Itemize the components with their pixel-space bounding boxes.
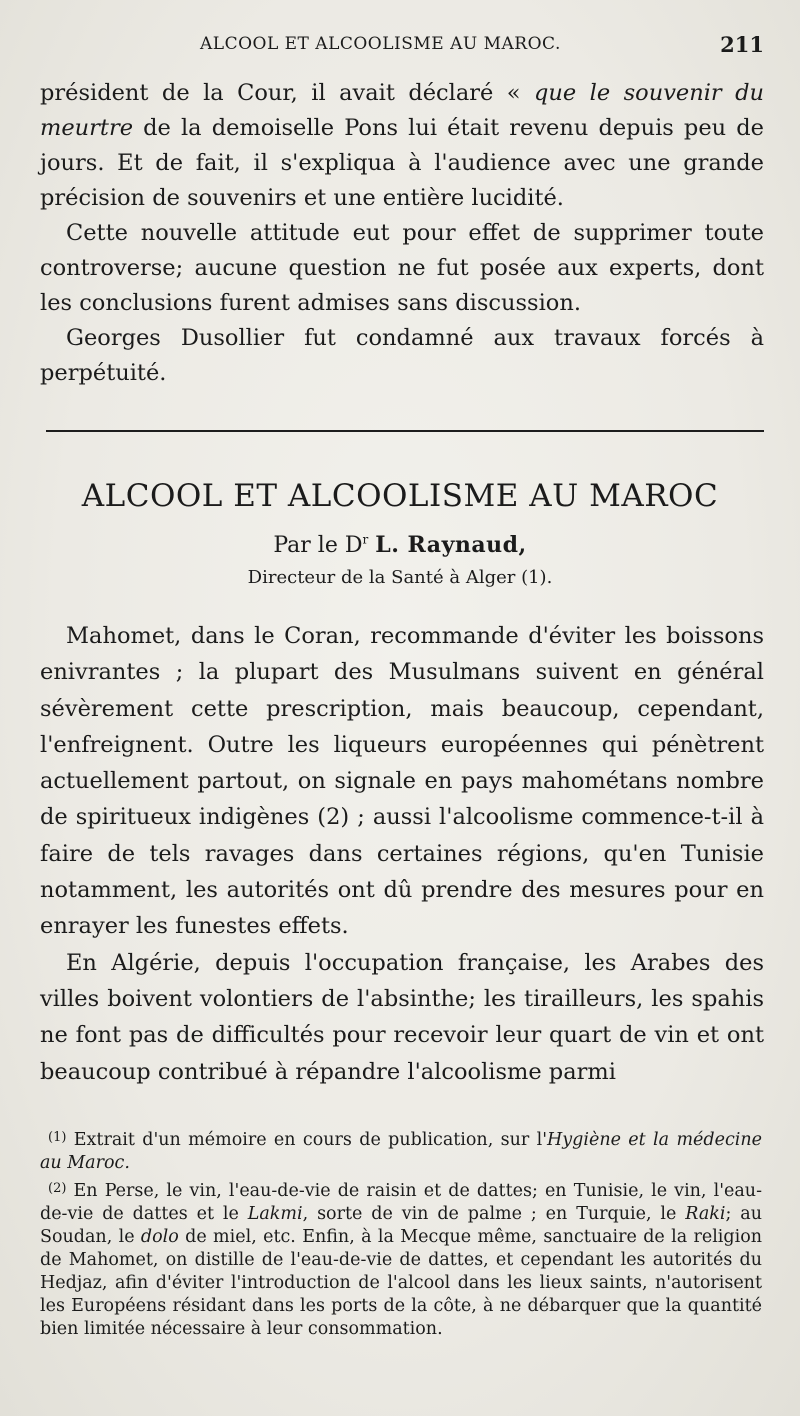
author-name: L. Raynaud, bbox=[375, 532, 527, 558]
paragraph: En Algérie, depuis l'occupation française, les Arabes des villes boivent volontiers de l'absinthe; les tirailleurs, les spahis ne font pas de difficultés pour recevoir leur quart de vin et ont beaucoup contribué à répandre l'alcoolisme parmi bbox=[40, 949, 764, 1085]
text-run: En Perse, le vin, l'eau-de-vie de raisin et de dattes; en Tunisie, le vin, l'eau-de-vie de dattes et le bbox=[40, 1181, 762, 1224]
paragraph: Georges Dusollier fut condamné aux travaux forcés à perpétuité. bbox=[40, 325, 764, 386]
footnote-mark: (2) bbox=[48, 1181, 67, 1196]
footnotes bbox=[40, 1126, 762, 1343]
text-run: Extrait d'un mémoire en cours de publication, sur l' bbox=[66, 1130, 548, 1150]
text-run: président de la Cour, il avait déclaré « bbox=[40, 80, 534, 106]
paragraph: Cette nouvelle attitude eut pour effet de supprimer toute controverse; aucune question ne fut posée aux experts, dont les conclusions furent admises sans discussion. bbox=[40, 220, 764, 316]
page-number: 211 bbox=[720, 32, 764, 57]
running-title: ALCOOL ET ALCOOLISME AU MAROC. bbox=[200, 34, 561, 54]
footnote-mark: (1) bbox=[48, 1130, 67, 1145]
italic-term: dolo bbox=[140, 1227, 179, 1247]
text-run: ; au Soudan, le bbox=[40, 1204, 762, 1247]
byline bbox=[0, 532, 800, 558]
author-affiliation: Directeur de la Santé à Alger (1). bbox=[247, 567, 553, 588]
article-title: ALCOOL ET ALCOOLISME AU MAROC bbox=[81, 478, 719, 514]
byline-prefix: Par le D bbox=[273, 533, 363, 558]
italic-title: Hygiène et la médecine au Maroc. bbox=[40, 1130, 762, 1173]
byline-sup: r bbox=[362, 532, 369, 547]
paragraph: Mahomet, dans le Coran, recommande d'éviter les boissons enivrantes ; la plupart des Musulmans suivent en général sévèrement cette prescription, mais beaucoup, cependant, l'enfreignent. Outre les liqueurs européennes qui pénètrent actuellement partout, on signale en pays mahométans nombre de spiritueux indigènes (2) ; aussi l'alcoolisme commence-t-il à faire de tels ravages dans certaines régions, qu'en Tunisie notamment, les autorités ont dû prendre des mesures pour en enrayer les funestes effets. bbox=[40, 623, 764, 940]
text-run: de miel, etc. Enfin, à la Mecque même, sanctuaire de la religion de Mahomet, on distille de l'eau-de-vie de dattes, et cependant les autorités du Hedjaz, afin d'éviter l'introduction de l'alcool dans les lieux saints, n'autorisent les Européens résidant dans les ports de la côte, à ne débarquer que la quantité bien limitée nécessaire à leur consommation. bbox=[40, 1227, 763, 1339]
footnote-1 bbox=[40, 1126, 762, 1175]
text-run: , sorte de vin de palme ; en Turquie, le bbox=[302, 1204, 686, 1224]
text-run: de la demoiselle Pons lui était revenu depuis peu de jours. Et de fait, il s'expliqua à l'audience avec une grande précision de souvenirs et une entière lucidité. bbox=[40, 115, 764, 211]
article-body bbox=[40, 618, 764, 1090]
previous-article-ending bbox=[40, 76, 764, 391]
italic-term: Raki bbox=[685, 1204, 726, 1224]
section-divider bbox=[46, 430, 764, 432]
page-header bbox=[40, 32, 766, 62]
italic-quote: que le souvenir du meurtre bbox=[40, 80, 765, 141]
paragraph bbox=[40, 76, 764, 216]
footnote-2 bbox=[40, 1177, 762, 1341]
italic-term: Lakmi bbox=[247, 1204, 303, 1224]
